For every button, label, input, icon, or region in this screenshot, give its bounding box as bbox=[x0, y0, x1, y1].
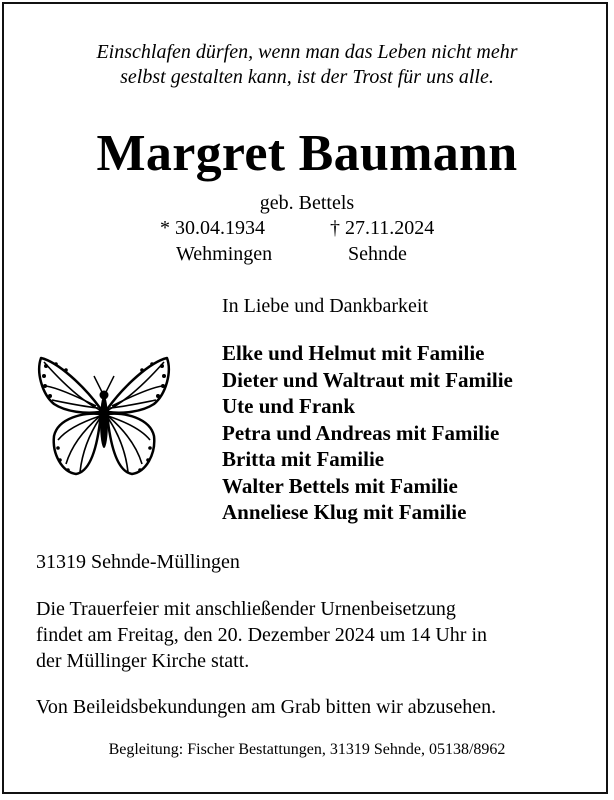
mourner-line: Britta mit Familie bbox=[222, 447, 385, 471]
mourner-line: Anneliese Klug mit Familie bbox=[222, 500, 467, 524]
condolence-note: Von Beileidsbekundungen am Grab bitten wir abzusehen. bbox=[36, 696, 497, 718]
mourner-line: Petra und Andreas mit Familie bbox=[222, 420, 500, 445]
address: 31319 Sehnde-Müllingen bbox=[36, 551, 240, 573]
dedication-line: In Liebe und Dankbarkeit bbox=[222, 295, 429, 317]
funeral-line-2: findet am Freitag, den 20. Dezember 2024 um 14 Uhr in bbox=[36, 624, 487, 646]
deceased-name: Margret Baumann bbox=[96, 125, 518, 182]
birth-name: geb. Bettels bbox=[259, 192, 355, 214]
mourner-line: Dieter und Waltraut mit Familie bbox=[222, 367, 513, 392]
funeral-home-footer: Begleitung: Fischer Bestattungen, 31319 Sehnde, 05138/8962 bbox=[108, 741, 506, 758]
death-place: Sehnde bbox=[348, 243, 407, 265]
birth-date: * 30.04.1934 bbox=[160, 217, 265, 239]
birth-place: Wehmingen bbox=[176, 243, 273, 265]
funeral-line-3: der Müllinger Kirche statt. bbox=[36, 650, 250, 672]
quote-line-2: selbst gestalten kann, ist der Trost für uns alle. bbox=[120, 66, 494, 88]
funeral-line-1: Die Trauerfeier mit anschließender Urnenbeisetzung bbox=[36, 598, 456, 620]
mourners-list bbox=[222, 340, 513, 526]
mourner-line: Elke und Helmut mit Familie bbox=[222, 341, 485, 365]
mourner-line: Walter Bettels mit Familie bbox=[222, 473, 458, 498]
death-date: † 27.11.2024 bbox=[330, 217, 435, 239]
butterfly-icon bbox=[36, 350, 172, 478]
mourner-line: Ute und Frank bbox=[222, 394, 356, 418]
quote-line-1: Einschlafen dürfen, wenn man das Leben nicht mehr bbox=[96, 41, 518, 63]
